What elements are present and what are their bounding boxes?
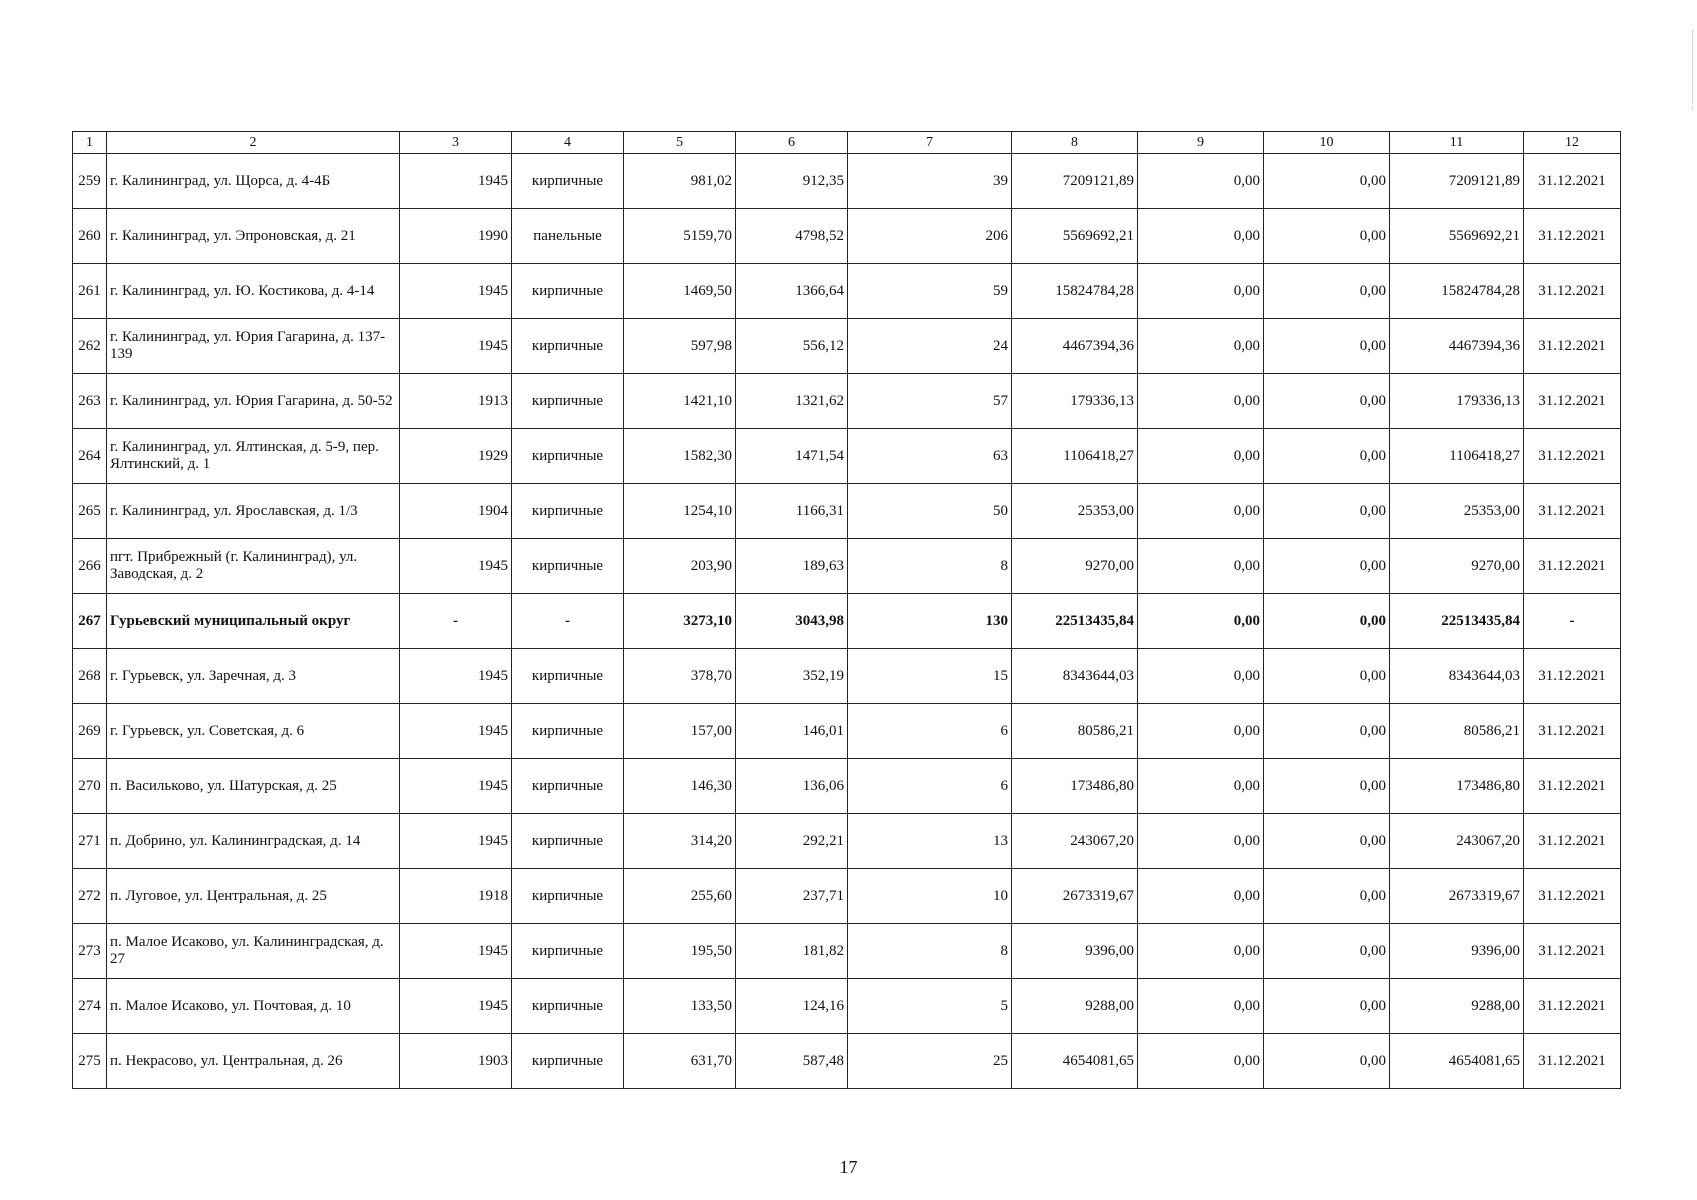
- column-7-cell: 15: [848, 649, 1012, 704]
- year-built-cell: 1903: [400, 1034, 512, 1089]
- column-6-cell: 352,19: [736, 649, 848, 704]
- table-row: [73, 319, 1621, 374]
- year-built-cell: 1945: [400, 154, 512, 209]
- row-number: 263: [73, 374, 107, 429]
- address-cell: г. Гурьевск, ул. Советская, д. 6: [107, 704, 400, 759]
- address-cell: п. Луговое, ул. Центральная, д. 25: [107, 869, 400, 924]
- column-5-cell: 378,70: [624, 649, 736, 704]
- table-row-total: [73, 594, 1621, 649]
- table-row: [73, 704, 1621, 759]
- wall-material-cell: панельные: [512, 209, 624, 264]
- column-11-cell: 5569692,21: [1390, 209, 1524, 264]
- column-8-cell: 80586,21: [1012, 704, 1138, 759]
- column-5-cell: 195,50: [624, 924, 736, 979]
- column-9-cell: 0,00: [1138, 319, 1264, 374]
- column-10-cell: 0,00: [1264, 484, 1390, 539]
- address-cell: п. Добрино, ул. Калининградская, д. 14: [107, 814, 400, 869]
- column-header: 5: [624, 132, 736, 154]
- row-number: 265: [73, 484, 107, 539]
- column-7-cell: 130: [848, 594, 1012, 649]
- year-built-cell: 1945: [400, 924, 512, 979]
- year-built-cell: 1913: [400, 374, 512, 429]
- wall-material-cell: -: [512, 594, 624, 649]
- column-9-cell: 0,00: [1138, 1034, 1264, 1089]
- column-6-cell: 292,21: [736, 814, 848, 869]
- column-5-cell: 314,20: [624, 814, 736, 869]
- column-10-cell: 0,00: [1264, 429, 1390, 484]
- year-built-cell: 1945: [400, 319, 512, 374]
- address-cell: п. Некрасово, ул. Центральная, д. 26: [107, 1034, 400, 1089]
- column-5-cell: 597,98: [624, 319, 736, 374]
- date-cell: 31.12.2021: [1524, 154, 1621, 209]
- column-8-cell: 173486,80: [1012, 759, 1138, 814]
- row-number: 270: [73, 759, 107, 814]
- table-row: [73, 484, 1621, 539]
- wall-material-cell: кирпичные: [512, 979, 624, 1034]
- wall-material-cell: кирпичные: [512, 319, 624, 374]
- table-row: [73, 429, 1621, 484]
- date-cell: -: [1524, 594, 1621, 649]
- column-10-cell: 0,00: [1264, 649, 1390, 704]
- column-6-cell: 1321,62: [736, 374, 848, 429]
- address-cell: пгт. Прибрежный (г. Калининград), ул. Заводская, д. 2: [107, 539, 400, 594]
- column-11-cell: 243067,20: [1390, 814, 1524, 869]
- column-8-cell: 4467394,36: [1012, 319, 1138, 374]
- column-8-cell: 1106418,27: [1012, 429, 1138, 484]
- column-5-cell: 1469,50: [624, 264, 736, 319]
- row-number: 274: [73, 979, 107, 1034]
- year-built-cell: 1945: [400, 704, 512, 759]
- column-header: 10: [1264, 132, 1390, 154]
- year-built-cell: 1945: [400, 649, 512, 704]
- column-6-cell: 189,63: [736, 539, 848, 594]
- table-row: [73, 979, 1621, 1034]
- column-8-cell: 7209121,89: [1012, 154, 1138, 209]
- column-8-cell: 15824784,28: [1012, 264, 1138, 319]
- date-cell: 31.12.2021: [1524, 979, 1621, 1034]
- address-cell: г. Калининград, ул. Ялтинская, д. 5-9, пер. Ялтинский, д. 1: [107, 429, 400, 484]
- column-5-cell: 5159,70: [624, 209, 736, 264]
- column-9-cell: 0,00: [1138, 209, 1264, 264]
- column-8-cell: 22513435,84: [1012, 594, 1138, 649]
- column-9-cell: 0,00: [1138, 594, 1264, 649]
- column-6-cell: 912,35: [736, 154, 848, 209]
- column-7-cell: 8: [848, 539, 1012, 594]
- column-6-cell: 181,82: [736, 924, 848, 979]
- column-6-cell: 136,06: [736, 759, 848, 814]
- table-row: [73, 649, 1621, 704]
- wall-material-cell: кирпичные: [512, 484, 624, 539]
- column-11-cell: 22513435,84: [1390, 594, 1524, 649]
- column-7-cell: 25: [848, 1034, 1012, 1089]
- address-cell: п. Малое Исаково, ул. Почтовая, д. 10: [107, 979, 400, 1034]
- column-9-cell: 0,00: [1138, 979, 1264, 1034]
- address-cell: г. Калининград, ул. Ю. Костикова, д. 4-14: [107, 264, 400, 319]
- address-cell: г. Калининград, ул. Юрия Гагарина, д. 137-139: [107, 319, 400, 374]
- wall-material-cell: кирпичные: [512, 704, 624, 759]
- table-row: [73, 1034, 1621, 1089]
- column-6-cell: 1166,31: [736, 484, 848, 539]
- column-11-cell: 4654081,65: [1390, 1034, 1524, 1089]
- wall-material-cell: кирпичные: [512, 924, 624, 979]
- row-number: 275: [73, 1034, 107, 1089]
- date-cell: 31.12.2021: [1524, 1034, 1621, 1089]
- column-8-cell: 2673319,67: [1012, 869, 1138, 924]
- row-number: 269: [73, 704, 107, 759]
- date-cell: 31.12.2021: [1524, 704, 1621, 759]
- table-row: [73, 539, 1621, 594]
- column-8-cell: 179336,13: [1012, 374, 1138, 429]
- wall-material-cell: кирпичные: [512, 814, 624, 869]
- column-7-cell: 6: [848, 704, 1012, 759]
- column-9-cell: 0,00: [1138, 429, 1264, 484]
- column-7-cell: 206: [848, 209, 1012, 264]
- year-built-cell: 1945: [400, 979, 512, 1034]
- column-6-cell: 146,01: [736, 704, 848, 759]
- date-cell: 31.12.2021: [1524, 264, 1621, 319]
- column-header: 11: [1390, 132, 1524, 154]
- column-header: 3: [400, 132, 512, 154]
- column-11-cell: 25353,00: [1390, 484, 1524, 539]
- column-9-cell: 0,00: [1138, 759, 1264, 814]
- column-8-cell: 9270,00: [1012, 539, 1138, 594]
- date-cell: 31.12.2021: [1524, 484, 1621, 539]
- column-10-cell: 0,00: [1264, 374, 1390, 429]
- column-number-header: [73, 132, 1621, 154]
- column-8-cell: 9288,00: [1012, 979, 1138, 1034]
- column-10-cell: 0,00: [1264, 539, 1390, 594]
- date-cell: 31.12.2021: [1524, 209, 1621, 264]
- date-cell: 31.12.2021: [1524, 429, 1621, 484]
- column-11-cell: 8343644,03: [1390, 649, 1524, 704]
- column-10-cell: 0,00: [1264, 814, 1390, 869]
- column-11-cell: 15824784,28: [1390, 264, 1524, 319]
- wall-material-cell: кирпичные: [512, 1034, 624, 1089]
- year-built-cell: 1904: [400, 484, 512, 539]
- column-9-cell: 0,00: [1138, 704, 1264, 759]
- column-header: 12: [1524, 132, 1621, 154]
- column-9-cell: 0,00: [1138, 374, 1264, 429]
- column-6-cell: 3043,98: [736, 594, 848, 649]
- wall-material-cell: кирпичные: [512, 429, 624, 484]
- column-10-cell: 0,00: [1264, 979, 1390, 1034]
- date-cell: 31.12.2021: [1524, 814, 1621, 869]
- row-number: 268: [73, 649, 107, 704]
- column-7-cell: 63: [848, 429, 1012, 484]
- year-built-cell: -: [400, 594, 512, 649]
- column-7-cell: 8: [848, 924, 1012, 979]
- column-8-cell: 4654081,65: [1012, 1034, 1138, 1089]
- column-6-cell: 1471,54: [736, 429, 848, 484]
- column-5-cell: 1421,10: [624, 374, 736, 429]
- wall-material-cell: кирпичные: [512, 539, 624, 594]
- column-header: 8: [1012, 132, 1138, 154]
- row-number: 266: [73, 539, 107, 594]
- row-number: 271: [73, 814, 107, 869]
- column-5-cell: 146,30: [624, 759, 736, 814]
- year-built-cell: 1918: [400, 869, 512, 924]
- column-6-cell: 4798,52: [736, 209, 848, 264]
- row-number: 272: [73, 869, 107, 924]
- date-cell: 31.12.2021: [1524, 759, 1621, 814]
- column-8-cell: 243067,20: [1012, 814, 1138, 869]
- address-cell: г. Калининград, ул. Юрия Гагарина, д. 50-52: [107, 374, 400, 429]
- column-7-cell: 57: [848, 374, 1012, 429]
- column-11-cell: 80586,21: [1390, 704, 1524, 759]
- row-number: 261: [73, 264, 107, 319]
- row-number: 264: [73, 429, 107, 484]
- column-6-cell: 556,12: [736, 319, 848, 374]
- column-header: 2: [107, 132, 400, 154]
- year-built-cell: 1929: [400, 429, 512, 484]
- date-cell: 31.12.2021: [1524, 924, 1621, 979]
- column-7-cell: 10: [848, 869, 1012, 924]
- date-cell: 31.12.2021: [1524, 319, 1621, 374]
- column-7-cell: 39: [848, 154, 1012, 209]
- page-number: 17: [839, 1157, 858, 1177]
- column-10-cell: 0,00: [1264, 869, 1390, 924]
- column-7-cell: 6: [848, 759, 1012, 814]
- column-11-cell: 9270,00: [1390, 539, 1524, 594]
- column-11-cell: 9288,00: [1390, 979, 1524, 1034]
- wall-material-cell: кирпичные: [512, 869, 624, 924]
- column-10-cell: 0,00: [1264, 319, 1390, 374]
- column-header: 7: [848, 132, 1012, 154]
- column-5-cell: 255,60: [624, 869, 736, 924]
- column-8-cell: 8343644,03: [1012, 649, 1138, 704]
- column-5-cell: 203,90: [624, 539, 736, 594]
- row-number: 262: [73, 319, 107, 374]
- row-number: 260: [73, 209, 107, 264]
- column-9-cell: 0,00: [1138, 814, 1264, 869]
- table-row: [73, 869, 1621, 924]
- column-header: 6: [736, 132, 848, 154]
- column-10-cell: 0,00: [1264, 264, 1390, 319]
- column-5-cell: 1254,10: [624, 484, 736, 539]
- column-5-cell: 133,50: [624, 979, 736, 1034]
- table-row: [73, 154, 1621, 209]
- table-row: [73, 374, 1621, 429]
- column-11-cell: 1106418,27: [1390, 429, 1524, 484]
- wall-material-cell: кирпичные: [512, 649, 624, 704]
- year-built-cell: 1945: [400, 759, 512, 814]
- column-8-cell: 5569692,21: [1012, 209, 1138, 264]
- column-9-cell: 0,00: [1138, 264, 1264, 319]
- column-9-cell: 0,00: [1138, 154, 1264, 209]
- table-row: [73, 209, 1621, 264]
- table-row: [73, 264, 1621, 319]
- column-9-cell: 0,00: [1138, 649, 1264, 704]
- column-header: 9: [1138, 132, 1264, 154]
- year-built-cell: 1990: [400, 209, 512, 264]
- wall-material-cell: кирпичные: [512, 374, 624, 429]
- column-11-cell: 179336,13: [1390, 374, 1524, 429]
- table-row: [73, 924, 1621, 979]
- wall-material-cell: кирпичные: [512, 264, 624, 319]
- address-cell: Гурьевский муниципальный округ: [107, 594, 400, 649]
- column-9-cell: 0,00: [1138, 924, 1264, 979]
- column-5-cell: 157,00: [624, 704, 736, 759]
- column-8-cell: 9396,00: [1012, 924, 1138, 979]
- column-8-cell: 25353,00: [1012, 484, 1138, 539]
- year-built-cell: 1945: [400, 264, 512, 319]
- address-cell: г. Калининград, ул. Эпроновская, д. 21: [107, 209, 400, 264]
- row-number: 273: [73, 924, 107, 979]
- row-number: 259: [73, 154, 107, 209]
- address-cell: г. Гурьевск, ул. Заречная, д. 3: [107, 649, 400, 704]
- wall-material-cell: кирпичные: [512, 154, 624, 209]
- column-10-cell: 0,00: [1264, 209, 1390, 264]
- column-10-cell: 0,00: [1264, 594, 1390, 649]
- date-cell: 31.12.2021: [1524, 869, 1621, 924]
- column-7-cell: 13: [848, 814, 1012, 869]
- year-built-cell: 1945: [400, 814, 512, 869]
- column-6-cell: 237,71: [736, 869, 848, 924]
- column-9-cell: 0,00: [1138, 539, 1264, 594]
- year-built-cell: 1945: [400, 539, 512, 594]
- column-5-cell: 631,70: [624, 1034, 736, 1089]
- address-cell: п. Васильково, ул. Шатурская, д. 25: [107, 759, 400, 814]
- column-10-cell: 0,00: [1264, 924, 1390, 979]
- column-6-cell: 1366,64: [736, 264, 848, 319]
- table-row: [73, 759, 1621, 814]
- scan-edge-mark: [1690, 30, 1693, 110]
- column-11-cell: 7209121,89: [1390, 154, 1524, 209]
- column-7-cell: 59: [848, 264, 1012, 319]
- column-9-cell: 0,00: [1138, 484, 1264, 539]
- column-11-cell: 2673319,67: [1390, 869, 1524, 924]
- column-10-cell: 0,00: [1264, 1034, 1390, 1089]
- column-11-cell: 9396,00: [1390, 924, 1524, 979]
- housing-register-table: [72, 131, 1621, 1089]
- column-header: 1: [73, 132, 107, 154]
- date-cell: 31.12.2021: [1524, 374, 1621, 429]
- address-cell: г. Калининград, ул. Ярославская, д. 1/3: [107, 484, 400, 539]
- column-5-cell: 981,02: [624, 154, 736, 209]
- column-10-cell: 0,00: [1264, 759, 1390, 814]
- table-row: [73, 814, 1621, 869]
- column-10-cell: 0,00: [1264, 704, 1390, 759]
- column-10-cell: 0,00: [1264, 154, 1390, 209]
- wall-material-cell: кирпичные: [512, 759, 624, 814]
- column-6-cell: 587,48: [736, 1034, 848, 1089]
- date-cell: 31.12.2021: [1524, 649, 1621, 704]
- column-6-cell: 124,16: [736, 979, 848, 1034]
- column-7-cell: 50: [848, 484, 1012, 539]
- column-9-cell: 0,00: [1138, 869, 1264, 924]
- column-7-cell: 5: [848, 979, 1012, 1034]
- column-7-cell: 24: [848, 319, 1012, 374]
- column-11-cell: 173486,80: [1390, 759, 1524, 814]
- address-cell: п. Малое Исаково, ул. Калининградская, д. 27: [107, 924, 400, 979]
- column-header: 4: [512, 132, 624, 154]
- row-number: 267: [73, 594, 107, 649]
- column-5-cell: 3273,10: [624, 594, 736, 649]
- column-11-cell: 4467394,36: [1390, 319, 1524, 374]
- date-cell: 31.12.2021: [1524, 539, 1621, 594]
- column-5-cell: 1582,30: [624, 429, 736, 484]
- address-cell: г. Калининград, ул. Щорса, д. 4-4Б: [107, 154, 400, 209]
